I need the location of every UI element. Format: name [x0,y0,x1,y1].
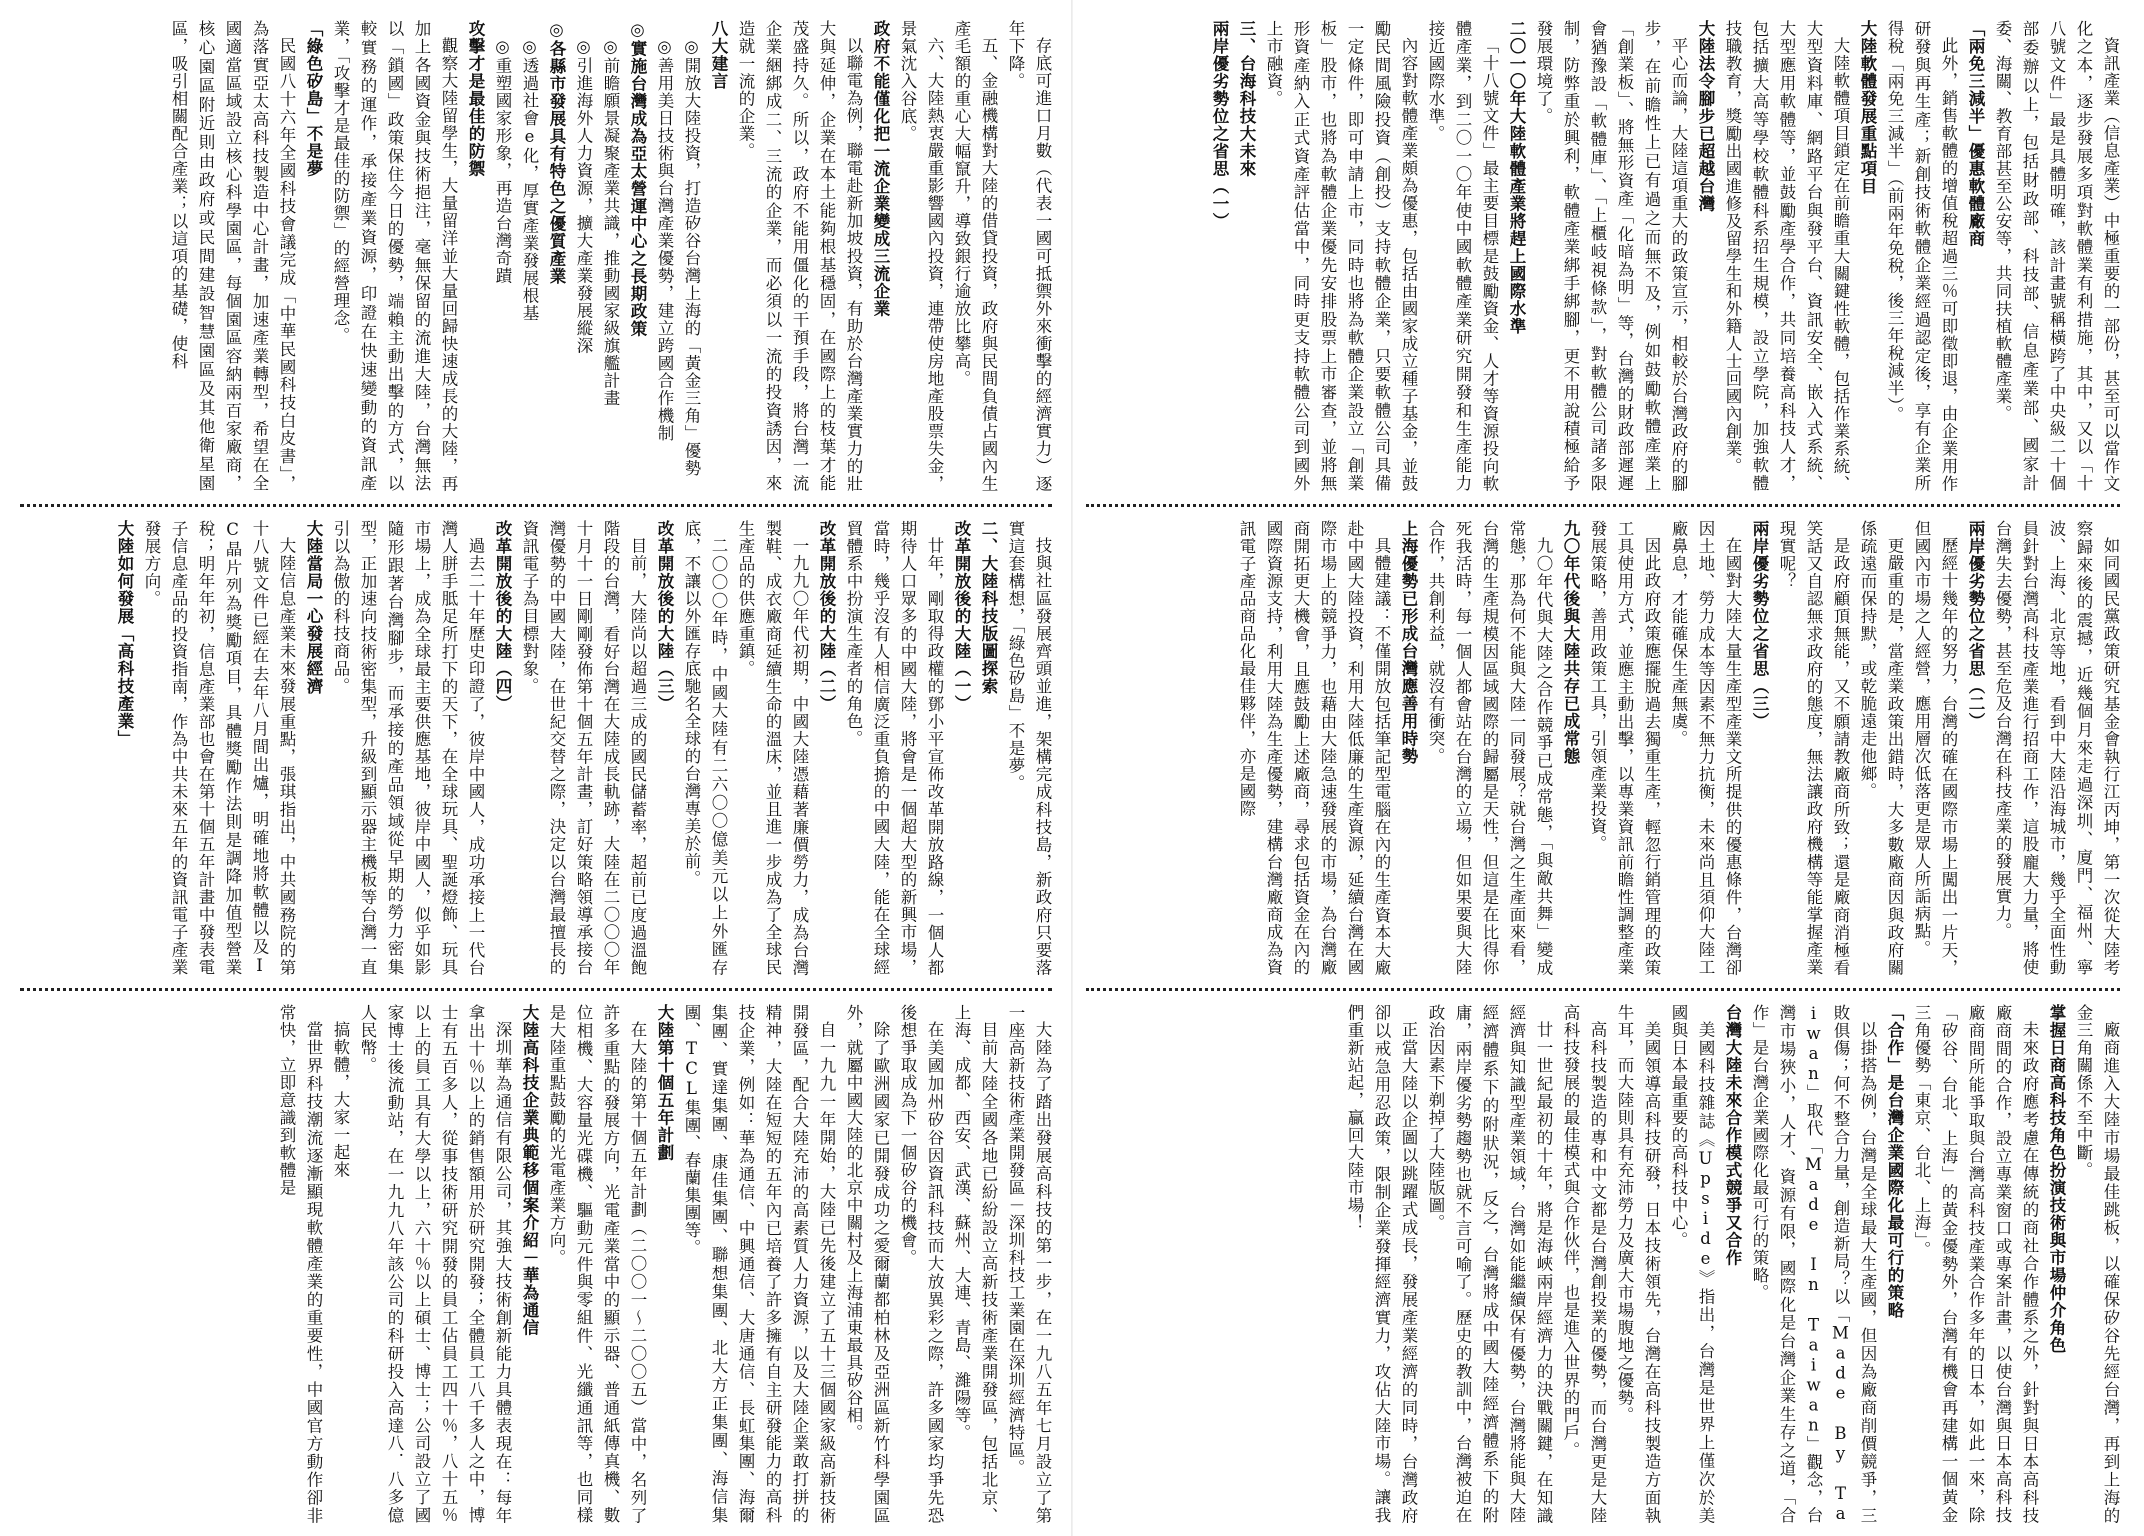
body-paragraph: ◎透過社會e化，厚實產業發展根基 [520,36,539,322]
right-top-text [1084,20,2124,492]
left-divider-2 [20,988,1052,991]
right-section-top [1084,20,2124,492]
body-paragraph: 除了歐洲國家已開發成功之愛爾蘭都柏林及亞洲區新竹科學園區外，就屬中國大陸的北京中關村及上海浦東最具矽谷相。 [844,1004,890,1524]
section-heading: 二〇一〇年大陸軟體產業將趕上國際水準 [1507,20,1526,335]
section-heading: 大陸如何發展「高科技產業」 [115,520,134,748]
body-paragraph: ◎前瞻願景凝聚產業共識，推動國家級旗艦計畫 [601,36,620,407]
body-paragraph: ◎引進海外人力資源，擴大產業發展縱深 [574,36,593,354]
section-heading: 兩岸優劣勢位之省思（三） [1750,520,1769,730]
body-paragraph: 美國科技雜誌《Upside》指出，台灣是世界上僅次於美國與日本最重要的高科技中心。 [1669,1004,1715,1524]
body-paragraph: 更嚴重的是，當產業政策出錯時，大多數廠商因與政府關係疏遠而保持默，或乾脆遠走他鄉。 [1858,520,1904,976]
section-heading: 大陸法令腳步已超越台灣 [1696,20,1715,213]
right-section-bottom [1084,1004,2124,1524]
section-heading: 改革開放後的大陸（四） [493,520,512,713]
left-section-middle [16,520,1056,976]
body-paragraph: 深圳華為通信有限公司，其強大技術創新能力具體表現在：每年拿出十％以上的銷售額用於研究開發；全體員工八千多人之中，博士有五百多人，從事技術研究開發的員工佔員工四十％，八十五％以上的員工具有大學以上，六十％以上碩士、博士；公司設立了國家博士後流動站，在一九九八年該公司的科研投入高達八．八多億人民幣。 [358,1004,512,1524]
section-heading: 八大建言 [709,20,728,90]
body-paragraph: 未來政府應考慮在傳統的商社合作體系之外，針對與日本高科技廠商間的合作，設立專業窗口或專案計畫，以使台灣與日本高科技廠商間所能爭取與台灣高科技產業合作多年的日本，如此一來，除「矽谷、台北、上海」的黃金優勢外，台灣有機會再建構一個黃金三角優勢「東京、台北、上海」。 [1912,1004,2039,1524]
body-paragraph: 以聯電為例，聯電赴新加坡投資，有助於台灣產業實力的壯大與延伸，企業在本土能夠根基穩固，在國際上的枝葉才能茂盛持久。所以，政府不能用僵化的干預手段，將台灣一流企業綑綁成二、三流的企業，而必須以一流的投資誘因，來造就一流的企業。 [736,20,863,492]
body-paragraph: 搞軟體，大家一起來 [331,1020,350,1178]
body-paragraph: ◎重塑國家形象，再造台灣奇蹟 [493,36,512,284]
left-section-bottom [16,1004,1056,1524]
body-paragraph: 五、金融機構對大陸的借貸投資，政府與民間負債占國內生產毛額的重心大幅竄升，導致銀行逾放比攀高。 [952,20,998,492]
body-paragraph: 歷經十幾年的努力，台灣的確在國際市場上闖出一片天，但國內市場之人經營，應用層次低落更是眾人所詬病點。 [1912,520,1958,976]
body-paragraph: 過去二十年歷史印證了，彼岸中國人，成功承接上一代台灣人胼手胝足所打下的天下，在全球玩具、聖誕燈飾、玩具市場上，成為全球最主要供應基地，彼岸中國人，似乎如影隨形跟著台灣腳步，而承接的產品領域從早期的勞力密集型，正加速向技術密集型，升級到顯示器主機板等台灣一直引以為傲的科技商品。 [331,520,485,976]
right-section-middle [1084,520,2124,976]
body-paragraph: 正當大陸以企圖以跳躍式成長，發展產業經濟的同時，台灣政府卻以戒急用忍政策，限制企業發揮經濟實力，攻佔大陸市場。讓我們重新站起，贏回大陸市場！ [1345,1004,1418,1524]
section-heading: 大陸高科技企業典範移個案介紹－華為通信 [520,1004,539,1337]
body-paragraph: 目前大陸全國各地已紛紛設立高新技術產業開發區，包括北京、上海、成都、西安、武漢、蘇州、大連、青島、濰陽等。 [952,1004,998,1524]
body-paragraph: 具體建議：不僅開放包括筆記型電腦在內的生產資本大廠赴中國大陸投資，利用大陸低廉的生產資源，延續台灣在國際市場上的競爭力，也藉由大陸急速發展的市場，為台灣廠商開拓更大機會，且應鼓勵上述廠商，尋求包括資金在內的國際資源支持，利用大陸為生產優勢，建構台灣廠商成為資訊電子產品商品化最佳夥伴，亦是國際 [1237,520,1391,976]
body-paragraph: 二〇〇〇年時，中國大陸有二六〇〇億美元以上外匯存底，不讓以外匯存底馳名全球的台灣專美於前。 [682,520,728,976]
right-page [1072,0,2144,1536]
body-paragraph: 如同國民黨政策研究基金會執行江丙坤，第一次從大陸考察歸來後的震撼，近幾個月來走過深圳、廈門、福州、寧波、上海、北京等地，看到中大陸沿海城市，幾乎全面性動員針對台灣高科技產業進行招商工作，這股龐大力量，將使台灣失去優勢，甚至危及台灣在科技產業的發展實力。 [1993,520,2120,976]
body-paragraph: 目前，大陸尚以超過三成的國民儲蓄率，超前已度過溫飽階段的台灣，看好台灣在大陸成長軌跡，大陸在二〇〇〇年十月十一日剛剛發佈第十個五年計畫，訂好策略領導承接台灣優勢的中國大陸，在世紀交替之際，決定以台灣最擅長的資訊電子為目標對象。 [520,520,647,976]
body-paragraph: 大陸為了踏出發展高科技的第一步，在一九八五年七月設立了第一座高新技術產業開發區－深圳科技工業園在深圳經濟特區。 [1006,1004,1052,1524]
body-paragraph: 技與社區發展齊頭並進，架構完成科技島，新政府只要落實這套構想，「綠色矽島」不是夢。 [1006,520,1052,976]
body-paragraph: 在國對大陸大量生產型產業文所提供的優惠條件，台灣卻因土地、勞力成本等因素不無力抗衡，未來尚且須仰大陸工廠鼻息，才能確保生產無虞。 [1669,520,1742,976]
body-paragraph: 「十八號文件」最主要目標是鼓勵資金、人才等資源投向軟體產業，到二〇一〇年使中國軟體產業研究開發和生產能力接近國際水準。 [1426,20,1499,492]
body-paragraph: 因此政府政策應擺脫過去獨重生產，輕忽行銷管理的政策工具使用方式，並應主動出擊，以專業資訊前瞻性調整產業發展策略，善用政策工具，引領產業投資。 [1588,520,1661,976]
body-paragraph: 以掛搭為例，台灣是全球最大生產國，但因為廠商削價競爭，三敗俱傷；何不整合力量，創造新局？以「Made By Taiwan」取代「Made In Taiwan」觀念，台灣市場狹小，人才、資源有限，國際化是台灣企業生存之道，「合作」是台灣企業國際化最可行的策略。 [1750,1004,1877,1524]
left-bottom-text [16,1004,1056,1524]
section-heading: 九〇年代後與大陸共存已成常態 [1561,520,1580,765]
section-heading: 攻擊才是最佳的防禦 [466,20,485,178]
section-heading: 改革開放後的大陸（一） [952,520,971,713]
body-paragraph: 在大陸的第十個五年計劃（二〇〇一～二〇〇五）當中，名列了許多重點的發展方向，光電產業當中的顯示器、普通紙傳真機、數位相機、大容量光碟機、驅動元件與零組件、光纖通訊等，也同樣是大陸重點鼓勵的光電產業方向。 [547,1004,647,1524]
section-heading: 掌握日商高科技角色扮演技術與市場仲介角色 [2047,1004,2066,1354]
body-paragraph: 美國領導高科技研發，日本技術領先，台灣在高科技製造方面執牛耳，而大陸則具有充沛勞力及廣大市場腹地之優勢。 [1615,1004,1661,1524]
section-heading: 二、大陸科技版圖探索 [979,520,998,695]
section-heading: 大陸當局一心發展經濟 [304,520,323,695]
body-paragraph: 此外，銷售軟體的增值稅超過三％可即徵即退，由企業用作研發與再生產；新創技術軟體企業經過認定後，享有企業所得稅「兩免三減半」（前兩年免稅，後三年稅減半）。 [1885,20,1958,492]
section-heading: 三、台海科技大未來 [1237,20,1256,178]
body-paragraph: 自一九九一年開始，大陸已先後建立了五十三個國家級高新技術開發區，配合大陸充沛的高素質人力資源，以及大陸企業敢打拼的精神，大陸在短短的五年內已培養了許多擁有自主研發能力的高科技企業，例如：華為通信、中興通信、大唐通信、長虹集團、海爾集團、實達集團、康佳集團、聯想集團、北大方正集團、海信集團、TCL集團、春蘭集團等。 [682,1004,836,1524]
right-divider-1 [1086,504,2120,507]
body-paragraph: 廠商進入大陸市場最佳跳板，以確保矽谷先經台灣，再到上海的金三角關係不至中斷。 [2074,1004,2120,1524]
left-middle-text [16,520,1056,976]
section-heading: 大陸軟體發展重點項目 [1858,20,1877,195]
left-section-top [16,20,1056,492]
body-paragraph: 九〇年代與大陸之合作競爭已成常態，「與敵共舞」變成常態，那為何不能與大陸一同發展？就台灣之生產面來看，台灣的生產規模因區域國際的歸屬是天性，但這是在比得你死我活時，每一個人都會站在台灣的立場，但如果要與大陸合作，共創利益，就沒有衝突。 [1426,520,1553,976]
section-heading: ◎各縣市發展具有特色之優質產業 [547,20,566,285]
section-heading: 台灣大陸未來合作模式競爭又合作 [1723,1004,1742,1267]
body-paragraph: 觀察大陸留學生，大量留洋並大量回歸快速成長的大陸，再加上各國資金與技術挹注，毫無保留的流進大陸，台灣無法以「鎖國」政策保住今日的優勢，端賴主動出擊的方式，以較實務的運作，承接產業資源，印證在快速變動的資訊產業，「攻擊才是最佳的防禦」的經營理念。 [331,20,458,492]
body-paragraph: ◎善用美日技術與台灣產業優勢，建立跨國合作機制 [655,36,674,442]
body-paragraph: 大陸軟體項目鎖定在前瞻重大關鍵性軟體，包括作業系統、大型資料庫、網路平台與發平台、資訊安全、嵌入式系統、大型應用軟體等，並鼓勵產學合作，共同培養高科技人才，包括擴大高等學校軟體科系招生規模，設立學院，加強軟體技職教育，獎勵出國進修及留學生和外籍人士回國內創業。 [1723,20,1850,492]
body-paragraph: 內容對軟體產業頗為優惠，包括由國家成立種子基金，並鼓勵民間風險投資（創投）支持軟體企業，只要軟體公司具備一定條件，即可申請上市，同時也將為軟體企業設立「創業板」股市，也將為軟體企業優先安排股票上市審查，並將無形資產納入正式資產評估當中，同時更支持軟體公司到國外上市融資。 [1264,20,1418,492]
body-paragraph: 民國八十六年全國科技會議完成「中華民國科技白皮書」，為落實亞太高科技製造中心計畫，加速產業轉型，希望在全國適當區域設立核心科學園區，每個園區容納兩百家廠商，核心園區附近則由政府或民間建設智慧園區及其他衛星園區，吸引相關配合產業；以這項的基礎，使科 [169,20,296,492]
section-heading: 「兩免三減半」優惠軟體廠商 [1966,20,1985,248]
left-divider-1 [20,504,1052,507]
section-heading: 大陸第十個五年計劃 [655,1004,674,1162]
body-paragraph: 一九九〇年代初期，中國大陸憑藉著廉價勞力，成為台灣製鞋、成衣廠商延續生命的溫床，並且進一步成為了全球民生產品的供應重鎮。 [736,520,809,976]
right-bottom-text [1084,1004,2124,1524]
section-heading: 「合作」是台灣企業國際化最可行的策略 [1885,1004,1904,1319]
right-middle-text [1084,520,2124,976]
body-paragraph: 六、大陸熱衷嚴重影響國內投資，連帶使房地產股票失金，景氣沈入谷底。 [898,20,944,492]
body-paragraph: ◎開放大陸投資，打造矽谷台灣上海的「黃金三角」優勢 [682,36,701,477]
section-heading: 兩岸優劣勢位之省思（一） [1210,20,1229,230]
body-paragraph: 資訊產業（信息產業）中極重要的一部份，甚至可以當作文化之本，逐步發展多項對軟體業有利措施，其中，又以「十八號文件」最是具體明確，該計畫號稱橫跨了中央級二十個部委辦以上，包括財政部、科技部、信息產業部、國家計委、海關、教育部甚至公安等，共同扶植軟體產業。 [1993,20,2120,492]
body-paragraph: 廿一世紀最初的十年，將是海峽兩岸經濟力的決戰關鍵，在知識經濟與知識型產業領域，台灣如能繼續保有優勢，台灣將能與大陸經濟體系下的附狀況，反之，台灣將成中國大陸經濟體系下的附庸，兩岸優劣勢趨勢也就不言可喻了。歷史的教訓中，台灣被迫在政治因素下剃掉了大陸版圖。 [1426,1004,1553,1524]
left-top-text [16,20,1056,492]
right-divider-2 [1086,988,2120,991]
section-heading: 「綠色矽島」不是夢 [304,20,323,178]
section-heading: 改革開放後的大陸（二） [817,520,836,713]
body-paragraph: 在美國加州矽谷因資訊科技而大放異彩之際，許多國家均爭先恐後想爭取成為下一個矽谷的機會。 [898,1004,944,1524]
section-heading: ◎實施台灣成為亞太營運中心之長期政策 [628,20,647,338]
body-paragraph: 平心而論，大陸這項重大的政策宣示，相較於台灣政府的腳步，在前瞻性上已有過之而無不及，例如鼓勵軟體產業上「創業板」、將無形資產「化暗為明」等，台灣的財政部遲遲會猶豫設「軟體庫」、「上櫃岐視條款」，對軟體公司諸多限制，防弊重於興利，軟體產業綁手綁腳，更不用說積極給予發展環境了。 [1534,20,1688,492]
body-paragraph: 大陸信息產業未來發展重點，張琪指出，中共國務院的第十八號文件已經在去年八月間出爐，明確地將軟體以及IC晶片列為獎勵項目，具體獎勵作法則是調降加值型營業稅；明年年初，信息產業部也會在第十個五年計畫中發表電子信息產品的投資指南，作為中共未來五年的資訊電子產業發展方向。 [142,520,296,976]
section-heading: 政府不能僅化把一流企業變成三流企業 [871,20,890,318]
body-paragraph: 存底可進口月數（代表一國可抵禦外來衝擊的經濟實力）逐年下降。 [1006,20,1052,492]
body-paragraph: 高科技製造的專和中文都是台灣創投業的優勢，而台灣更是大陸高科技發展的最佳模式與合作伙伴，也是進入世界的門戶。 [1561,1004,1607,1524]
body-paragraph: 廿年，剛取得政權的鄧小平宣佈改革開放路線，一個人都期待人口眾多的中國大陸，將會是一個超大型的新興市場，當時，幾乎沒有人相信廣泛重負擔的中國大陸，能在全球經貿體系中扮演生產者的角色。 [844,520,944,976]
body-paragraph: 當世界科技潮流逐漸顯現軟體產業的重要性，中國官方動作卻非常快，立即意識到軟體是 [277,1004,323,1524]
section-heading: 上海優勢已形成台灣應善用時勢 [1399,520,1418,765]
body-paragraph: 是政府顧頂無能，又不願請教廠商所致；還是廠商消極看笑話又自認無求政府的態度，無法讓政府機構等能掌握產業現實呢？ [1777,520,1850,976]
section-heading: 兩岸優劣勢位之省思（二） [1966,520,1985,730]
section-heading: 改革開放後的大陸（三） [655,520,674,713]
